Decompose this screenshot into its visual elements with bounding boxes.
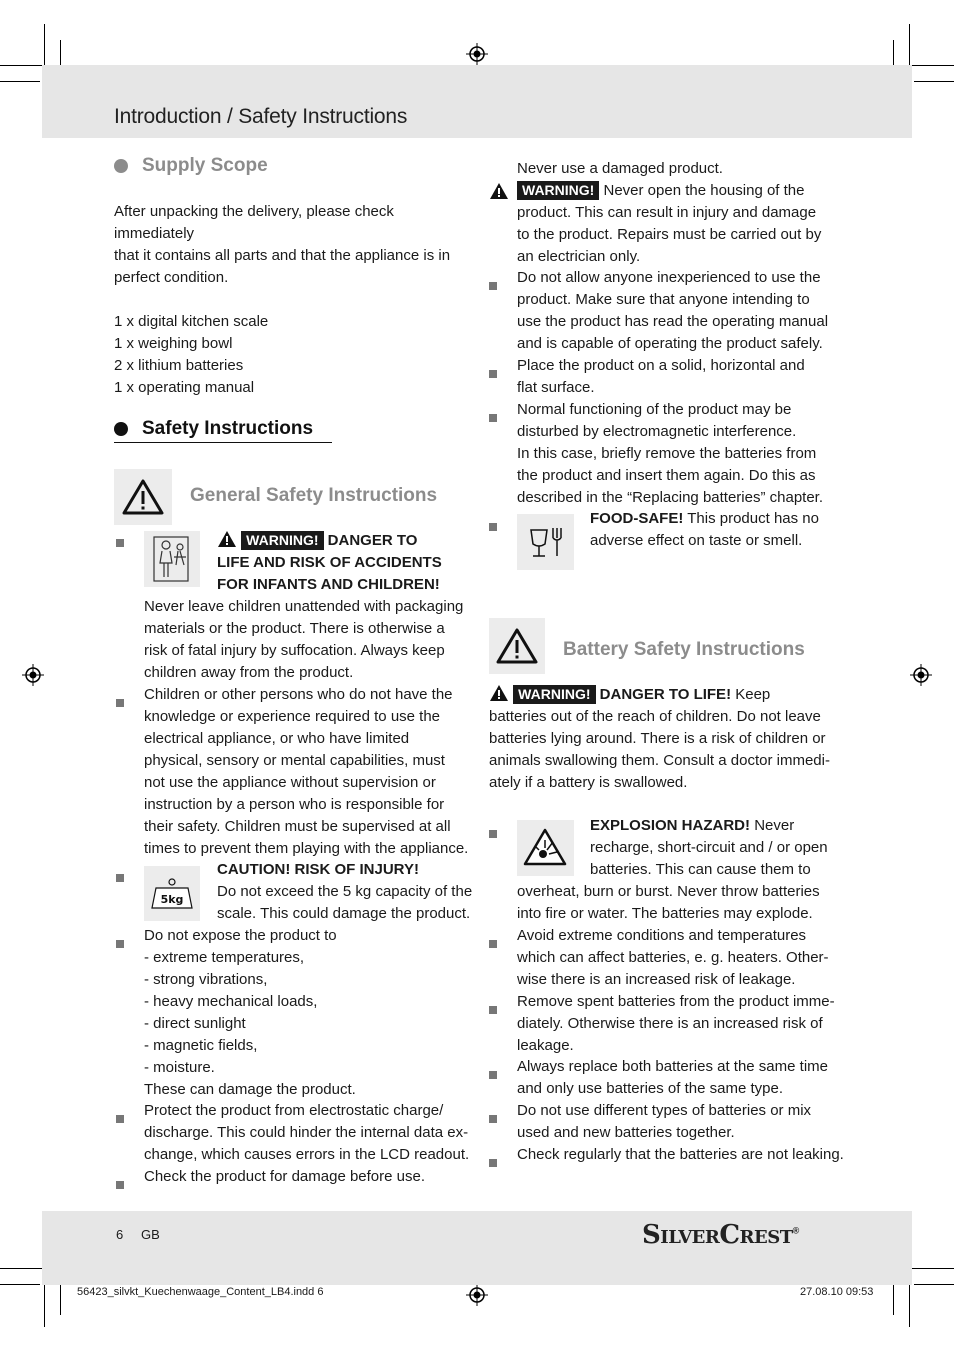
- registration-mark-icon: [466, 1284, 488, 1306]
- explosion-text: EXPLOSION HAZARD! Never recharge, short-circuit and / or open batteries. This can cause them to: [590, 817, 828, 878]
- food-safe-text: FOOD-SAFE! This product has no adverse effect on taste or smell.: [590, 510, 819, 549]
- explosion-icon: [517, 820, 574, 876]
- warning-triangle-icon: [489, 618, 545, 674]
- warning-icon: [489, 684, 509, 702]
- supply-scope-intro: After unpacking the delivery, please check immediately that it contains all parts and that the appliance is in perfect condition.: [114, 203, 451, 286]
- weight-icon: [144, 866, 200, 921]
- right-cont: Never use a damaged product.: [517, 160, 723, 177]
- bat-b: Remove spent batteries from the product imme- diately. Otherwise there is an increased risk of leakage.: [517, 993, 835, 1054]
- bat-e: Check regularly that the batteries are not leaking.: [517, 1146, 844, 1163]
- item6: Check the product for damage before use.: [144, 1168, 426, 1185]
- general-safety-heading: General Safety Instructions: [190, 485, 438, 506]
- registration-mark-icon: [910, 664, 932, 686]
- item1-title: WARNING! DANGER TO LIFE AND RISK OF ACCIDENTS FOR INFANTS AND CHILDREN!: [217, 532, 442, 593]
- registration-mark-icon: [22, 664, 44, 686]
- warn-item: WARNING! Never open the housing of the product. This can result in injury and damage to the product. Repairs must be carried out by an electrician only.: [517, 182, 822, 265]
- item-b: Place the product on a solid, horizontal and flat surface.: [517, 357, 805, 396]
- supply-scope-list: [114, 311, 469, 399]
- list-item: 1 x operating manual: [114, 379, 255, 396]
- battery-warning: WARNING! DANGER TO LIFE! Keep batteries out of the reach of children. Do not leave batteries lying around. There is a risk of children or animals swallowing them. Consult a doctor immedi- ately if a battery is swallowed.: [489, 686, 830, 791]
- page-number: 6: [116, 1227, 124, 1242]
- svg-text:5kg: 5kg: [160, 893, 184, 906]
- supply-scope-heading: Supply Scope: [114, 155, 469, 177]
- warning-icon: [217, 530, 237, 548]
- bat-c: Always replace both batteries at the same time and only use batteries of the same type.: [517, 1058, 828, 1097]
- list-item: 1 x digital kitchen scale: [114, 313, 269, 330]
- child-icon: [144, 531, 200, 587]
- language-code: GB: [141, 1227, 160, 1242]
- item1-body: Never leave children unattended with packaging materials or the product. There is otherwise a risk of fatal injury by suffocation. Always keep children away from the product.: [144, 598, 464, 681]
- slug-date: 27.08.10 09:53: [800, 1286, 874, 1298]
- slug-file: 56423_silvkt_Kuechenwaage_Content_LB4.indd 6: [77, 1286, 324, 1298]
- warning-triangle-icon: [114, 469, 172, 525]
- bat-d: Do not use different types of batteries or mix used and new batteries together.: [517, 1102, 812, 1141]
- registration-mark-icon: [466, 43, 488, 65]
- item3-title: CAUTION! RISK OF INJURY!: [217, 861, 419, 878]
- item4: Do not expose the product to - extreme temperatures, - strong vibrations, - heavy mechanical loads, - direct sunlight - magnetic fields, - moisture. These can damage the product.: [144, 927, 356, 1098]
- page-title: Introduction / Safety Instructions: [114, 105, 408, 128]
- food-safe-icon: [517, 514, 574, 570]
- battery-safety-heading: Battery Safety Instructions: [563, 639, 805, 660]
- item-a: Do not allow anyone inexperienced to use the product. Make sure that anyone intending to use the product has read the operating manual and is capable of operating the product safely.: [517, 269, 829, 352]
- item2: Children or other persons who do not have the knowledge or experience required to use the electrical appliance, or who have limited physical, sensory or mental capabilities, must not use the appliance without supervision or instruction by a person who is responsible for their safety. Children must be supervised at all times to prevent them playing with the appliance.: [144, 686, 469, 857]
- warning-icon: [489, 182, 509, 200]
- item-c: Normal functioning of the product may be disturbed by electromagnetic interference. In this case, briefly remove the batteries from the product and insert them again. Do this as described in the “Replacing batteries” chapter.: [517, 401, 824, 506]
- list-item: 2 x lithium batteries: [114, 357, 244, 374]
- explosion-text-cont: overheat, burn or burst. Never throw batteries into fire or water. The batteries may explode.: [517, 883, 820, 922]
- brand-logo: SilverCrest®: [642, 1220, 799, 1250]
- list-item: 1 x weighing bowl: [114, 335, 233, 352]
- safety-heading: Safety Instructions: [114, 418, 332, 443]
- item5: Protect the product from electrostatic charge/ discharge. This could hinder the internal data ex- change, which causes errors in the LCD readout.: [144, 1102, 470, 1163]
- item3-body: Do not exceed the 5 kg capacity of the scale. This could damage the product.: [217, 883, 473, 922]
- bat-a: Avoid extreme conditions and temperatures which can affect batteries, e. g. heaters. Other- wise there is an increased risk of leakage.: [517, 927, 829, 988]
